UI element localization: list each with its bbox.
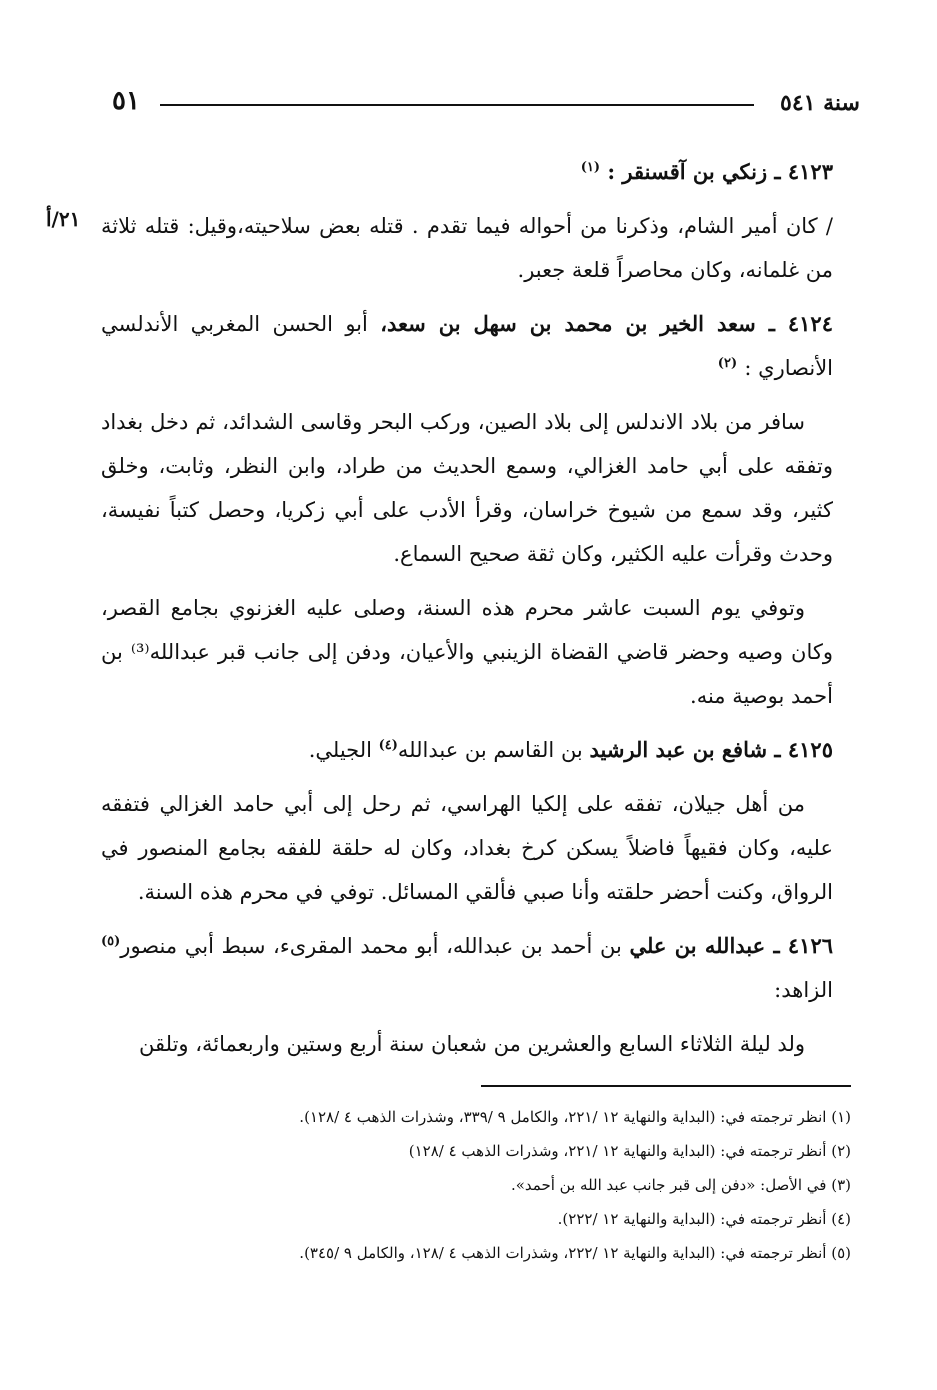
entry-heading-title: ٤١٢٦ ـ عبدالله بن علي xyxy=(629,933,834,958)
entry-heading-rest: أبو الحسن المغربي الأندلسي الأنصاري : xyxy=(101,312,833,380)
footnote-5: (٥) أنظر ترجمته في: (البداية والنهاية ١٢ /٢٢٢، وشذرات الذهب ٤ /١٢٨، والكامل ٩ /٣٤٥). xyxy=(299,1244,851,1262)
margin-folio-note: ٢١/أ xyxy=(46,207,81,231)
entry-paragraph: / كان أمير الشام، وذكرنا من أحواله فيما تقدم . قتله بعض سلاحيته،وقيل: قتله ثلاثة من غلمانه، وكان محاصراً قلعة جعبر. xyxy=(101,214,833,282)
entry-heading-4124 xyxy=(101,302,833,390)
entry-heading-4126 xyxy=(101,924,833,1012)
footnote-ref: (٥) xyxy=(101,934,121,949)
entry-paragraph: وتوفي يوم السبت عاشر محرم هذه السنة، وصلى عليه الغزنوي بجامع القصر، وكان وصيه وحضر قاضي القضاة الزينبي والأعيان، ودفن إلى جانب قبر عبدالله⁽³⁾ بن أحمد بوصية منه. xyxy=(101,596,833,708)
entry-paragraph: من أهل جيلان، تفقه على إلكيا الهراسي، ثم رحل إلى أبي حامد الغزالي فتفقه عليه، وكان فقيهاً فاضلاً يسكن كرخ بغداد، وكان له حلقة للفقه بجامع المنصور في الرواق، وكنت أحضر حلقته وأنا صبي فألقي المسائل. توفي في محرم هذه السنة. xyxy=(101,792,833,904)
footnote-4: (٤) أنظر ترجمته في: (البداية والنهاية ١٢ /٢٢٢). xyxy=(557,1210,851,1228)
footnote-ref: (٤) xyxy=(378,738,398,753)
page-number: ٥١ xyxy=(112,86,140,116)
entry-heading-4123 xyxy=(101,150,833,194)
footnote-1: (١) انظر ترجمته في: (البداية والنهاية ١٢ /٢٢١، والكامل ٩ /٣٣٩، وشذرات الذهب ٤ /١٢٨). xyxy=(299,1108,851,1126)
main-text xyxy=(101,150,833,1076)
entry-paragraph: سافر من بلاد الاندلس إلى بلاد الصين، وركب البحر وقاسى الشدائد، ثم دخل بغداد وتفقه على أبي حامد الغزالي، وسمع الحديث من طراد، وابن النظر، وثابت، وخلق كثير، وقد سمع من شيوخ خراسان، وقرأ الأدب على أبي زكريا، وحصل كتباً نفيسة، وحدث وقرأت عليه الكثير، وكان ثقة صحيح السماع. xyxy=(101,410,833,566)
footnote-2: (٢) أنظر ترجمته في: (البداية والنهاية ١٢ /٢٢١، وشذرات الذهب ٤ /١٢٨) xyxy=(408,1142,851,1160)
entry-heading-rest: بن القاسم بن عبدالله xyxy=(397,738,590,762)
entry-heading-title: ٤١٢٤ ـ سعد الخير بن محمد بن سهل بن سعد، xyxy=(380,311,833,336)
entry-heading-end: الزاهد: xyxy=(774,978,833,1002)
entry-heading-title: ٤١٢٣ ـ زنكي بن آقسنقر : xyxy=(607,159,833,184)
running-head xyxy=(112,86,860,126)
footnote-separator xyxy=(481,1085,851,1087)
running-head-year: سنة ٥٤١ xyxy=(780,90,860,116)
entry-heading-4125 xyxy=(101,728,833,772)
footnote-ref: (١) xyxy=(580,160,601,175)
entry-heading-end: الجيلي. xyxy=(308,738,379,762)
entry-heading-title: ٤١٢٥ ـ شافع بن عبد الرشيد xyxy=(589,737,833,762)
entry-paragraph: ولد ليلة الثلاثاء السابع والعشرين من شعبان سنة أربع وستين واربعمائة، وتلقن xyxy=(139,1032,805,1056)
footnotes xyxy=(111,1100,851,1270)
footnote-3: (٣) في الأصل: «دفن إلى قبر جانب عبد الله بن أحمد». xyxy=(510,1176,851,1194)
footnote-ref: (٢) xyxy=(717,356,738,371)
entry-heading-rest: بن أحمد بن عبدالله، أبو محمد المقرىء، سبط أبي منصور xyxy=(120,934,630,958)
running-head-rule xyxy=(160,104,754,106)
